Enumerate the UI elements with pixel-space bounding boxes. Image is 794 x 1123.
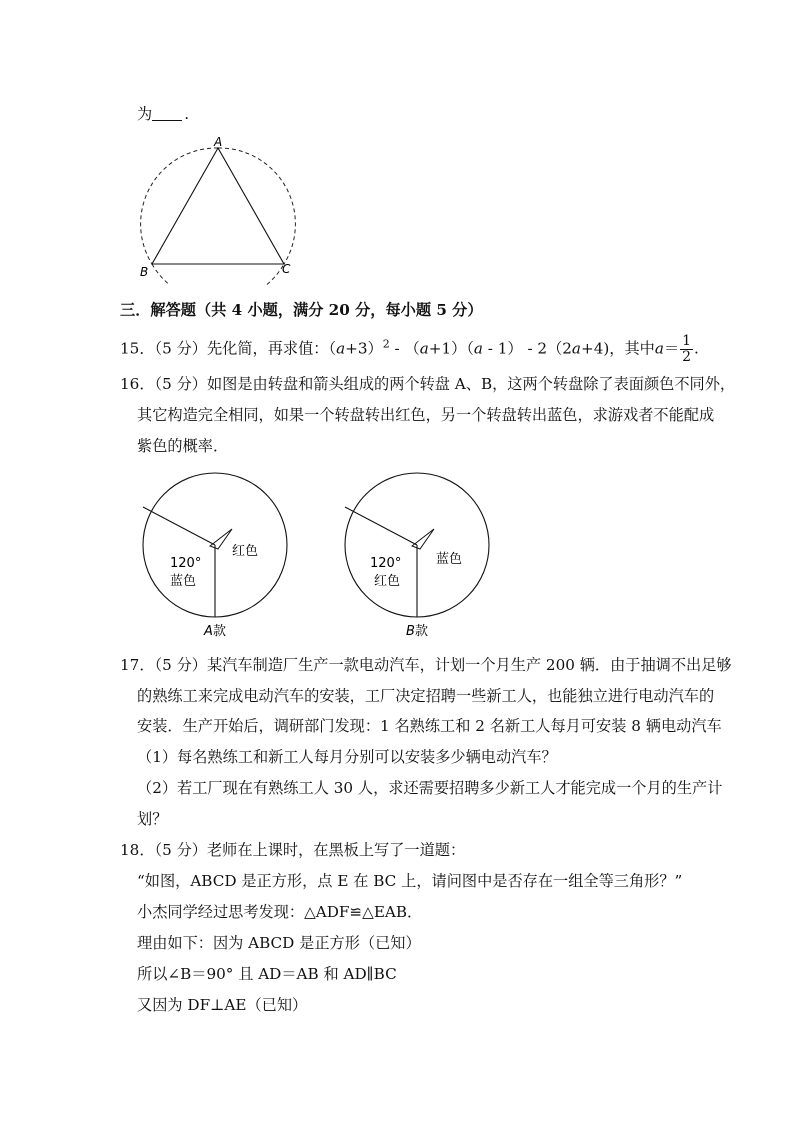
spinner-a-large-label: 红色 xyxy=(232,544,259,559)
q18-line1: 18．（5 分）老师在上课时，在黑板上写了一道题： xyxy=(120,841,466,859)
spinner-a-radius-left xyxy=(143,507,215,545)
q15-line xyxy=(120,334,699,365)
q17-sub2-line2: 划？ xyxy=(137,810,168,828)
spinner-a-small-label: 蓝色 xyxy=(170,574,197,589)
q15-fraction xyxy=(680,334,693,365)
dashed-arc-ac xyxy=(218,148,295,264)
spinner-a-caption: 款 xyxy=(213,624,227,639)
q15-var-a3: a xyxy=(473,339,483,358)
q15-part3: +1）（ xyxy=(428,339,474,358)
q17-line3: 安装．生产开始后，调研部门发现：1 名熟练工和 2 名新工人每月可安装 8 辆电动汽车 xyxy=(137,717,722,735)
q17-sub2-line1: （2）若工厂现在有熟练工人 30 人，求还需要招聘多少新工人才能完成一个月的生产计 xyxy=(137,779,723,797)
section3-title: 三．解答题（共 4 小题，满分 20 分，每小题 5 分） xyxy=(120,301,483,319)
spinner-a-arrow xyxy=(210,529,232,549)
q15-part4: - 1） - 2（2 xyxy=(482,339,572,358)
q14-tail-text: 为 xyxy=(137,105,153,123)
q18-quote: “如图，ABCD 是正方形，点 E 在 BC 上，请问图中是否存在一组全等三角形？” xyxy=(137,872,683,890)
spinner-a xyxy=(130,465,300,645)
q17-line1: 17．（5 分）某汽车制造厂生产一款电动汽车，计划一个月生产 200 辆．由于抽调不出足够 xyxy=(120,656,732,674)
q15-frac-numerator: 1 xyxy=(682,333,692,349)
q15-frac-denominator: 2 xyxy=(682,349,692,365)
q15-var-a2: a xyxy=(419,339,429,358)
q16-line1: 16．（5 分）如图是由转盘和箭头组成的两个转盘 A、B，这两个转盘除了表面颜色不同外， xyxy=(120,375,736,393)
dashed-arc-ab xyxy=(141,148,218,264)
spinner-a-angle-label: 120° xyxy=(170,556,202,571)
q17-sub1: （1）每名熟练工和新工人每月分别可以安装多少辆电动汽车？ xyxy=(137,748,557,766)
q16-line3: 紫色的概率． xyxy=(137,437,229,455)
spinner-b-arrow xyxy=(412,529,434,549)
q15-prefix: 15．（5 分）先化简，再求值：（ xyxy=(120,339,337,358)
spinner-b-caption: 款 xyxy=(415,624,429,639)
spinner-b xyxy=(332,465,502,645)
answer-blank xyxy=(152,106,182,121)
triangle-figure xyxy=(130,130,300,285)
spinner-b-caption-letter: B xyxy=(406,624,415,639)
vertex-label-c: C xyxy=(282,262,291,276)
q15-part1: +3） xyxy=(345,339,383,358)
spinner-b-radius-left xyxy=(345,507,417,545)
q17-line2: 的熟练工来完成电动汽车的安装，工厂决定招聘一些新工人，也能独立进行电动汽车的 xyxy=(137,687,715,705)
q18-found: 小杰同学经过思考发现：△ADF≌△EAB． xyxy=(137,903,423,921)
q14-tail-end: . xyxy=(184,105,190,123)
spinner-b-angle-label: 120° xyxy=(370,556,402,571)
q15-var-a5: a xyxy=(654,339,664,358)
q18-again: 又因为 DF⊥AE（已知） xyxy=(137,996,308,1014)
q15-var-a1: a xyxy=(336,339,346,358)
spinner-b-small-label: 红色 xyxy=(374,574,401,589)
q15-end: . xyxy=(694,339,699,358)
spinner-a-caption-letter: A xyxy=(204,624,213,639)
triangle-abc xyxy=(152,148,284,264)
q16-line2: 其它构造完全相同，如果一个转盘转出红色，另一个转盘转出蓝色，求游戏者不能配成 xyxy=(137,406,715,424)
dashed-arc-bc xyxy=(152,264,284,285)
vertex-label-a: A xyxy=(214,135,223,149)
q14-tail-line xyxy=(137,104,189,124)
q18-so: 所以∠B＝90° 且 AD＝AB 和 AD∥BC xyxy=(137,965,397,983)
vertex-label-b: B xyxy=(140,265,149,279)
q15-equals: ＝ xyxy=(663,339,680,358)
q15-exponent: 2 xyxy=(382,337,390,351)
q15-part5: +4)，其中 xyxy=(580,339,655,358)
q18-reason: 理由如下：因为 ABCD 是正方形（已知） xyxy=(137,934,421,952)
q15-var-a4: a xyxy=(571,339,581,358)
spinner-b-large-label: 蓝色 xyxy=(436,552,463,567)
q15-part2: - （ xyxy=(389,339,420,358)
